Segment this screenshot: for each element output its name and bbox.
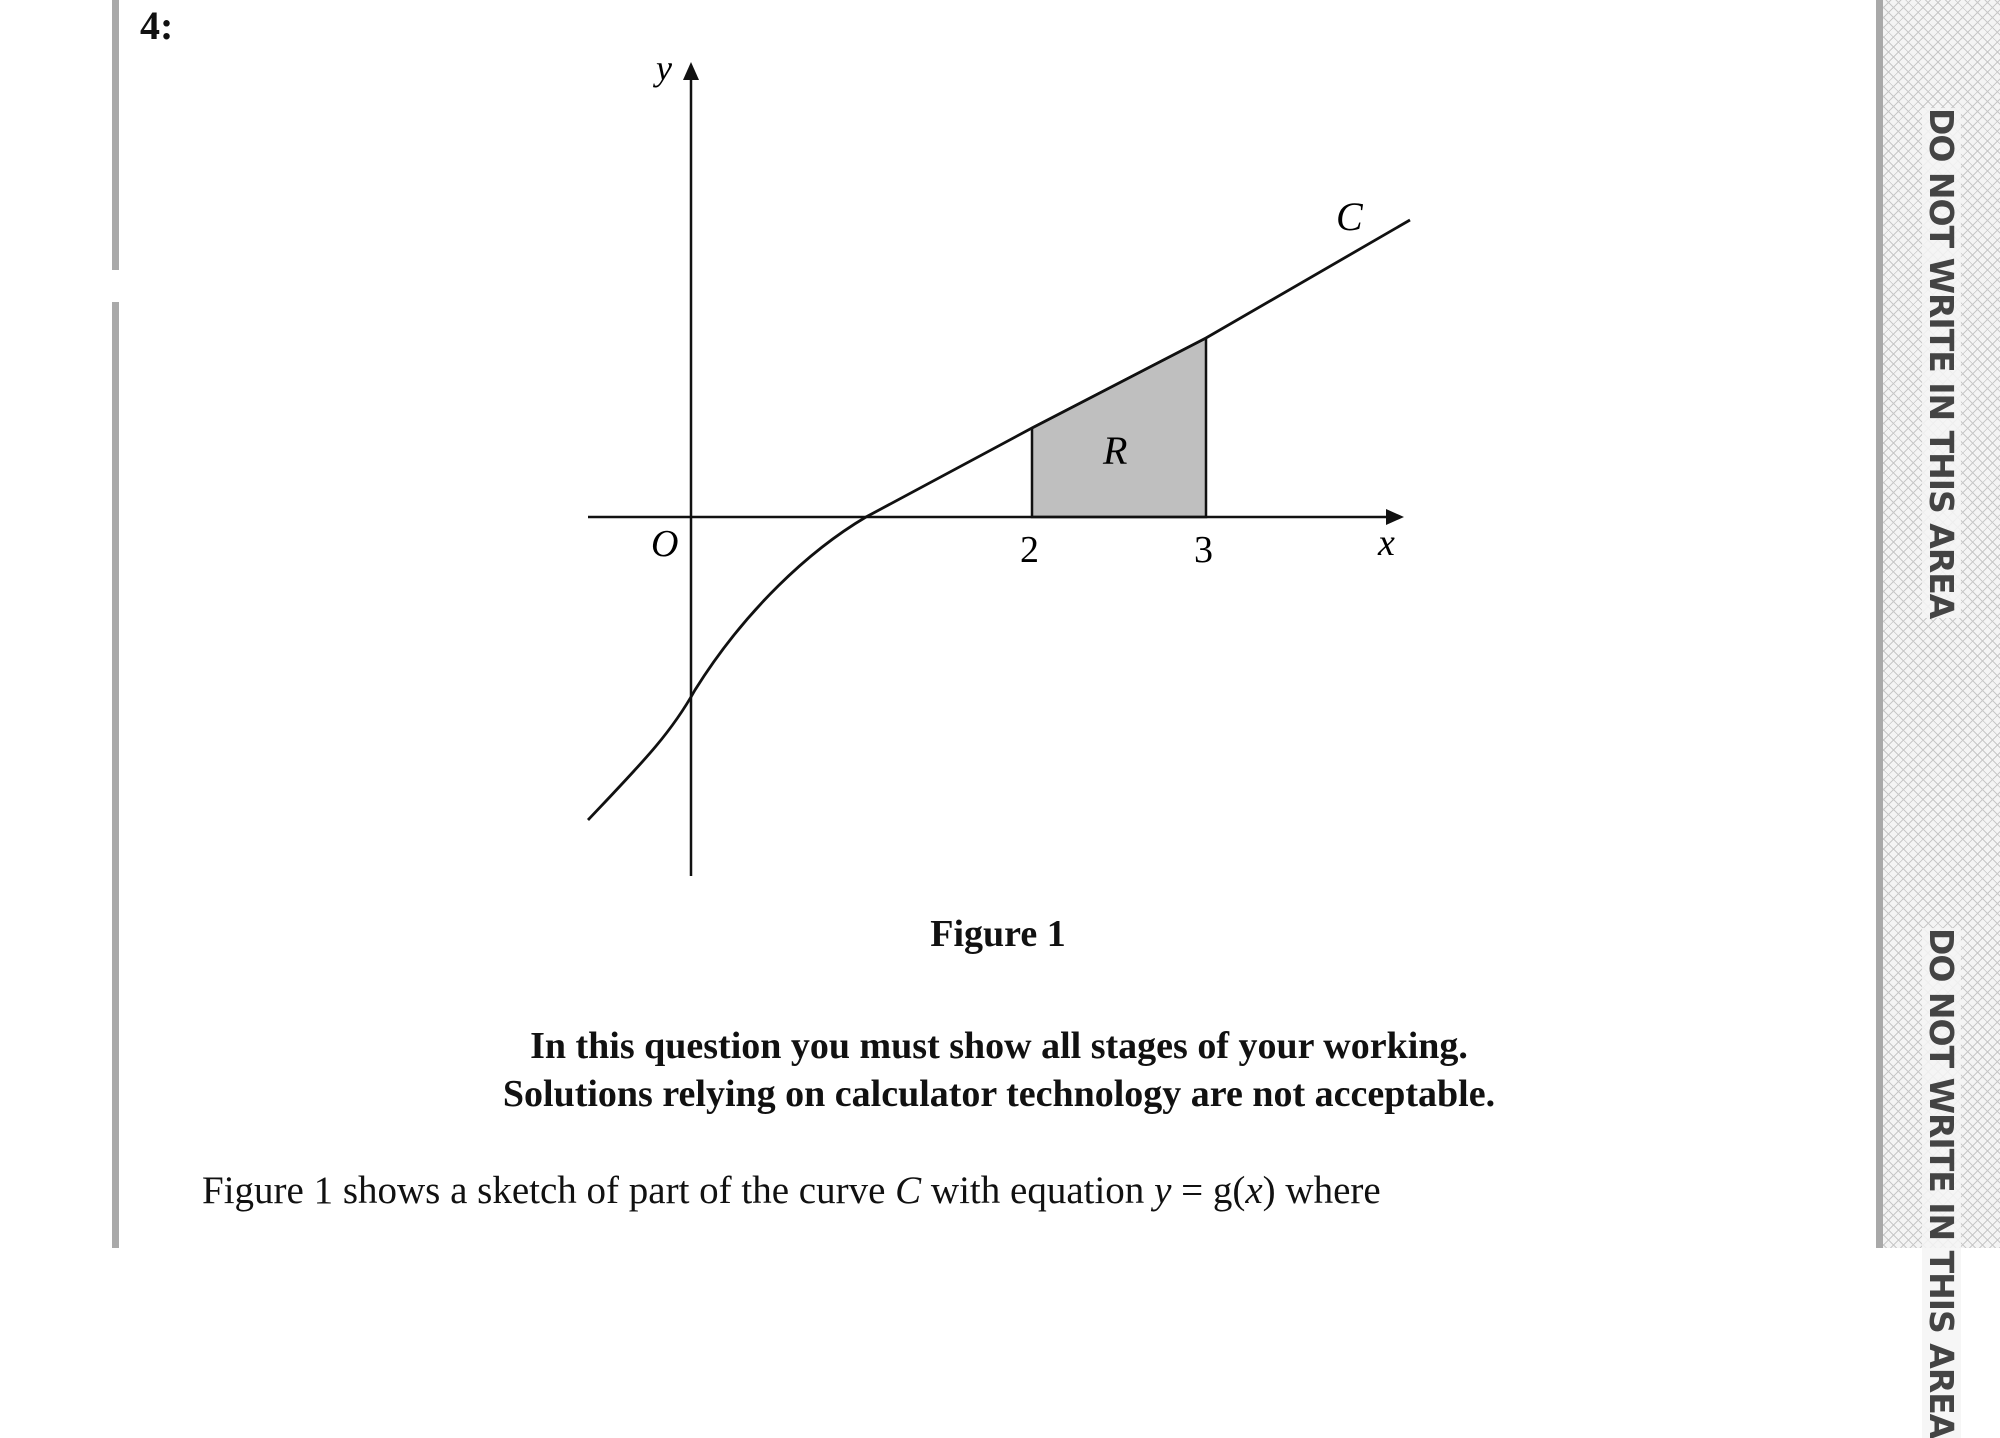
right-margin-bar (1876, 0, 1883, 1248)
question-number: 4: (140, 3, 174, 48)
x-axis-label: x (1378, 522, 1395, 564)
do-not-write-notice-2: DO NOT WRITE IN THIS AREA (1922, 928, 1961, 1438)
instruction-line-2: Solutions relying on calculator technology are not acceptable. (502, 1073, 1496, 1115)
question-text-part-2: with equation (921, 1169, 1155, 1212)
instruction-line-1: In this question you must show all stages of your working. (530, 1025, 1468, 1067)
y-axis-label: y (656, 48, 672, 88)
question-text-curve: C (895, 1169, 922, 1212)
question-text-part-4: ) where (1262, 1169, 1381, 1212)
origin-label: O (651, 523, 679, 565)
question-text (202, 1168, 1381, 1213)
question-text-x: x (1245, 1169, 1263, 1212)
question-text-part-1: Figure 1 shows a sketch of part of the curve (202, 1169, 896, 1212)
instructions (0, 1022, 1998, 1118)
y-axis-arrow (683, 62, 699, 80)
curve-c (588, 220, 1410, 820)
region-label-r: R (1103, 428, 1128, 473)
figure-caption (0, 912, 2000, 956)
figure-1-graph (0, 0, 1500, 900)
do-not-write-notice-1: DO NOT WRITE IN THIS AREA (1922, 108, 1961, 619)
tick-label-3: 3 (1194, 529, 1213, 571)
question-text-y: y (1154, 1169, 1172, 1212)
figure-caption-text: Figure 1 (930, 913, 1066, 955)
curve-label-c: C (1336, 194, 1363, 239)
question-text-part-3: = g( (1171, 1169, 1246, 1212)
tick-label-2: 2 (1020, 529, 1039, 571)
